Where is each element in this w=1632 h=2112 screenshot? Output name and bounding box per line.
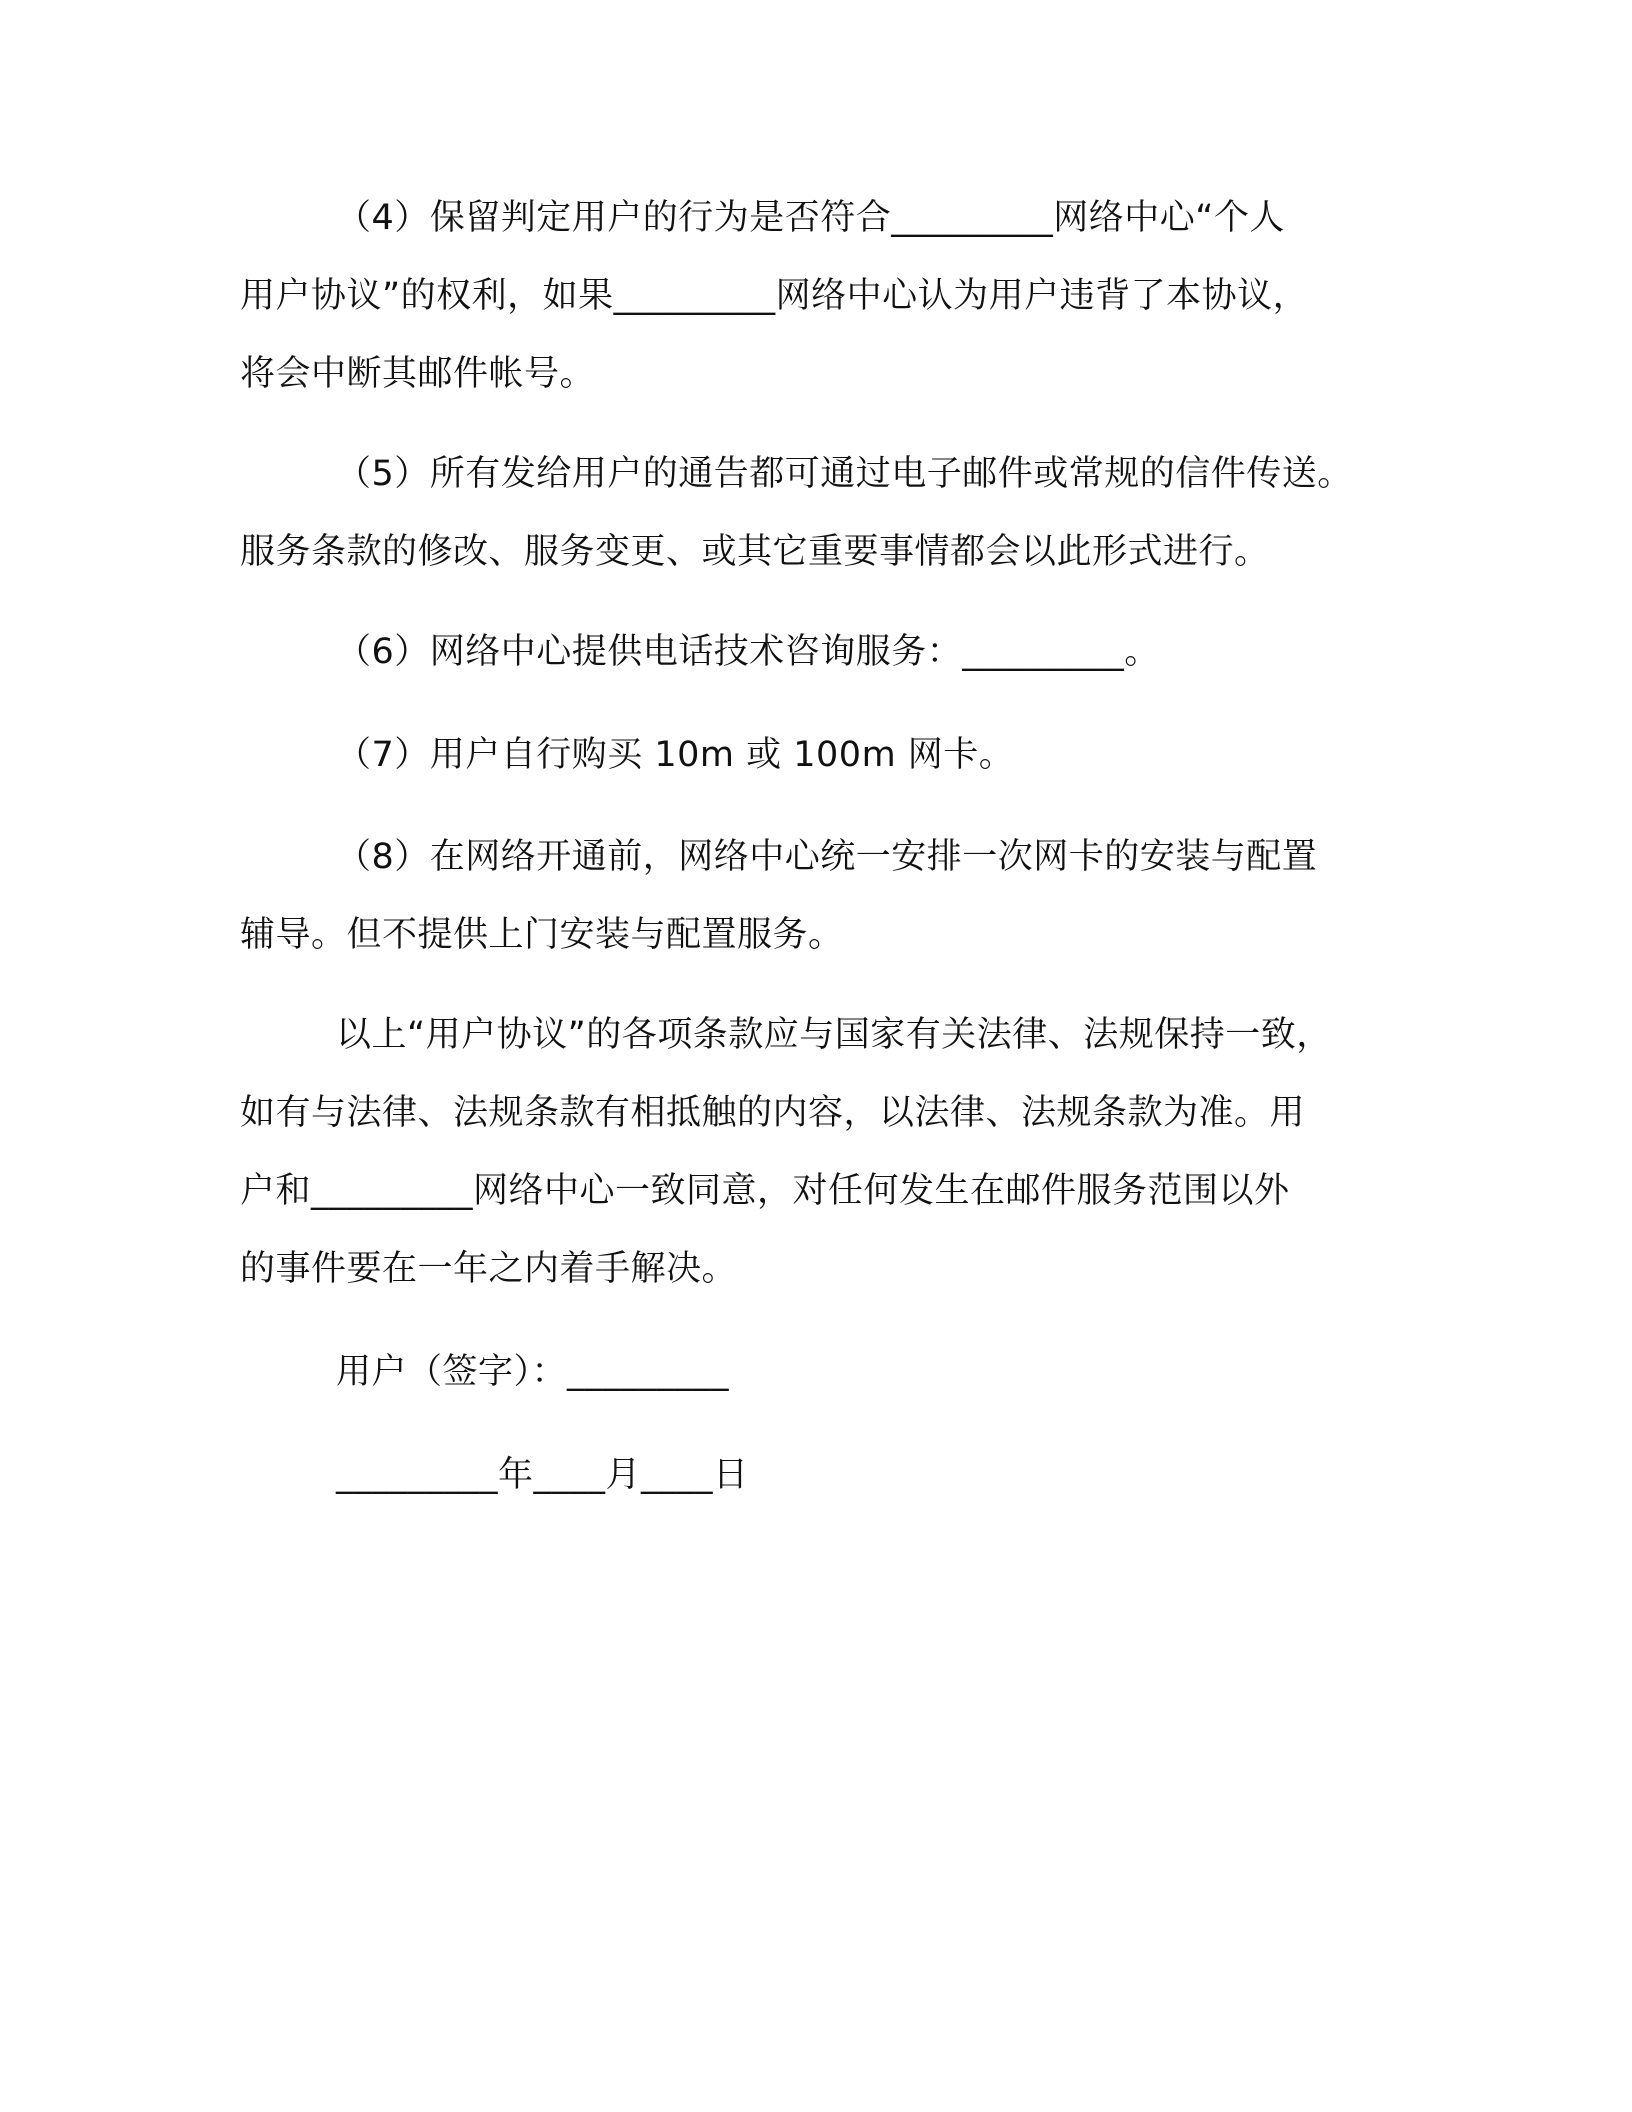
clause-8-line-2: 辅导。但不提供上门安装与配置服务。 (240, 915, 844, 955)
clause-8-line-1: （8）在网络开通前，网络中心统一安排一次网卡的安装与配置 (336, 837, 1318, 877)
closing-paragraph-line-1: 以上“用户协议”的各项条款应与国家有关法律、法规保持一致， (336, 1015, 1332, 1055)
signature-line: 用户（签字）：_________ (336, 1352, 730, 1392)
closing-paragraph-line-4: 的事件要在一年之内着手解决。 (240, 1249, 738, 1289)
clause-4-line-2: 用户协议”的权利，如果_________网络中心认为用户违背了本协议， (240, 276, 1309, 316)
clause-7: （7）用户自行购买 10m 或 100m 网卡。 (336, 735, 1015, 775)
clause-4-line-3: 将会中断其邮件帐号。 (240, 354, 596, 394)
closing-paragraph-line-2: 如有与法律、法规条款有相抵触的内容，以法律、法规条款为准。用 (240, 1093, 1306, 1133)
clause-4-line-1: （4）保留判定用户的行为是否符合_________网络中心“个人 (336, 198, 1285, 238)
date-line: _________年____月____日 (336, 1455, 749, 1495)
clause-5-line-2: 服务条款的修改、服务变更、或其它重要事情都会以此形式进行。 (240, 532, 1270, 572)
clause-5-line-1: （5）所有发给用户的通告都可通过电子邮件或常规的信件传送。 (336, 454, 1353, 494)
clause-6: （6）网络中心提供电话技术咨询服务：_________。 (336, 632, 1160, 672)
closing-paragraph-line-3: 户和_________网络中心一致同意，对任何发生在邮件服务范围以外 (240, 1171, 1290, 1211)
